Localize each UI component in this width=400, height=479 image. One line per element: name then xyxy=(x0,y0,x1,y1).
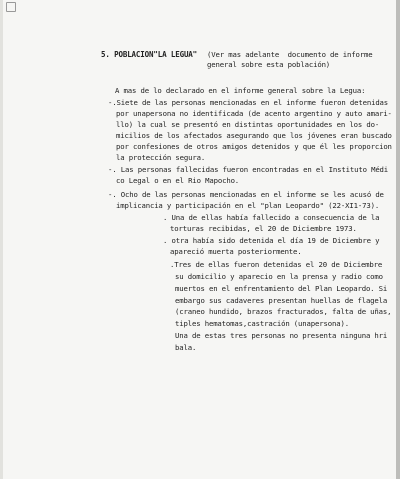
body-line: co Legal o en el Rio Mapocho. xyxy=(116,176,240,185)
corner-mark xyxy=(6,2,16,12)
body-line: la protección segura. xyxy=(116,153,206,162)
page-left-edge xyxy=(0,0,3,479)
body-line: implicancia y participación en el "plan Leopardo" (22-XI1-73). xyxy=(116,201,380,210)
section-heading: 5. POBLACION"LA LEGUA" xyxy=(101,50,198,59)
body-line: A mas de lo declarado en el informe general sobre la Legua: xyxy=(115,86,366,95)
indented-line: torturas recibidas, el 20 de Diciembre 1973. xyxy=(170,224,357,233)
body-line: por unapersona no identificada (de acento argentino y auto amari- xyxy=(116,109,392,118)
body-line: -. Las personas fallecidas fueron encontradas en el Instituto Médi xyxy=(108,165,389,174)
indented-line: muertos en el enfrentamiento del Plan Leopardo. Si xyxy=(175,284,388,293)
body-line: llo) la cual se presentó en distintas oportunidades en los do- xyxy=(116,120,380,129)
indented-line: . Una de ellas había fallecido a consecuencia de la xyxy=(163,213,380,222)
indented-line: tiples hematomas,castración (unapersona). xyxy=(175,319,349,328)
indented-line: .Tres de ellas fueron detenidas el 20 de Diciembre xyxy=(170,260,383,269)
indented-line: embargo sus cadaveres presentan huellas de flagela xyxy=(175,296,388,305)
indented-line: apareció muerta posteriormente. xyxy=(170,247,302,256)
heading-note-line-1: (Ver mas adelante documento de informe xyxy=(207,50,373,59)
body-line: por confesiones de otros amigos detenidos y que él les proporcion xyxy=(116,142,392,151)
page-right-edge xyxy=(396,0,400,479)
indented-line: Una de estas tres personas no presenta ninguna hri xyxy=(175,331,388,340)
indented-line: . otra había sido detenida el día 19 de Diciembre y xyxy=(163,236,380,245)
body-line: -.Siete de las personas mencionadas en el informe fueron detenidas xyxy=(108,98,389,107)
indented-line: (craneo hundido, brazos fracturados, falta de uñas, xyxy=(175,307,392,316)
body-line: micilios de los afectados asegurando que los jóvenes eran buscado xyxy=(116,131,392,140)
heading-note-line-2: general sobre esta población) xyxy=(207,60,331,69)
indented-line: bala. xyxy=(175,343,197,352)
body-line: -. Ocho de las personas mencionadas en el informe se les acusó de xyxy=(108,190,384,199)
indented-line: su domicilio y aparecio en la prensa y radio como xyxy=(175,272,383,281)
